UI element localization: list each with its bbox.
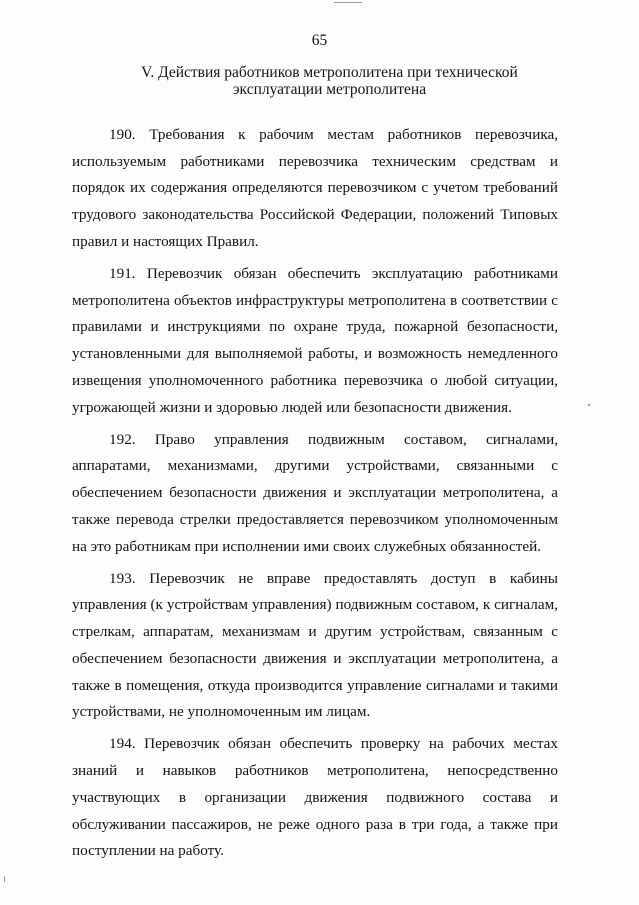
scan-dot-right <box>588 404 590 406</box>
scan-mark-left <box>4 876 5 882</box>
paragraph-190 <box>72 122 558 256</box>
paragraph-text: Требования к рабочим местам работников перевозчика, используемым работниками перевозчика техническим средствам и порядок их содержания определяются перевозчиком с учетом требований трудового законодательства Российской Федерации, положений Типовых правил и настоящих Правил. <box>72 126 559 250</box>
paragraph-text: Перевозчик обязан обеспечить эксплуатацию работниками метрополитена объектов инфраструктуры метрополитена в соответствии с правилами и инструкциями по охране труда, пожарной безопасности, установленными для выполняемой работы, и возможность немедленного извещения уполномоченного работника перевозчика о любой ситуации, угрожающей жизни и здоровью людей или безопасности движения. <box>72 265 559 416</box>
body-text <box>72 122 558 870</box>
section-heading-line-1: V. Действия работников метрополитена при технической <box>141 64 518 81</box>
paragraph-number: 191. <box>109 265 136 283</box>
section-heading <box>60 64 599 98</box>
paragraph-193 <box>72 566 558 726</box>
paragraph-number: 192. <box>109 430 136 448</box>
paragraph-text: Перевозчик обязан обеспечить проверку на рабочих местах знаний и навыков работников метрополитена, непосредственно участвующих в организации движения подвижного состава и обслуживании пассажиров, не реже одного раза в три года, а также при поступлении на работу. <box>72 735 559 860</box>
paragraph-number: 190. <box>109 126 136 143</box>
section-heading-line-2: эксплуатации метрополитена <box>232 81 427 98</box>
paragraph-192 <box>72 427 558 561</box>
paragraph-194 <box>72 731 558 865</box>
paragraph-text: Право управления подвижным составом, сигналами, аппаратами, механизмами, другими устройствами, связанными с обеспечением безопасности движения и эксплуатации метрополитена, а также перевода стрелки предоставляется перевозчиком уполномоченным на это работникам при исполнении ими своих служебных обязанностей. <box>72 430 558 555</box>
page-number: 65 <box>311 32 328 49</box>
scan-mark-top <box>334 2 362 3</box>
paragraph-191 <box>72 261 558 421</box>
paragraph-text: Перевозчик не вправе предоставлять доступ в кабины управления (к устройствам управления) подвижным составом, к сигналам, стрелкам, аппаратам, механизмам и другим устройствам, связанным с обеспечением безопасности движения и эксплуатации метрополитена, а также в помещения, откуда производится управление сигналами и такими устройствами, не уполномоченным им лицам. <box>72 569 558 721</box>
paragraph-number: 193. <box>109 569 136 587</box>
paragraph-number: 194. <box>109 735 136 753</box>
